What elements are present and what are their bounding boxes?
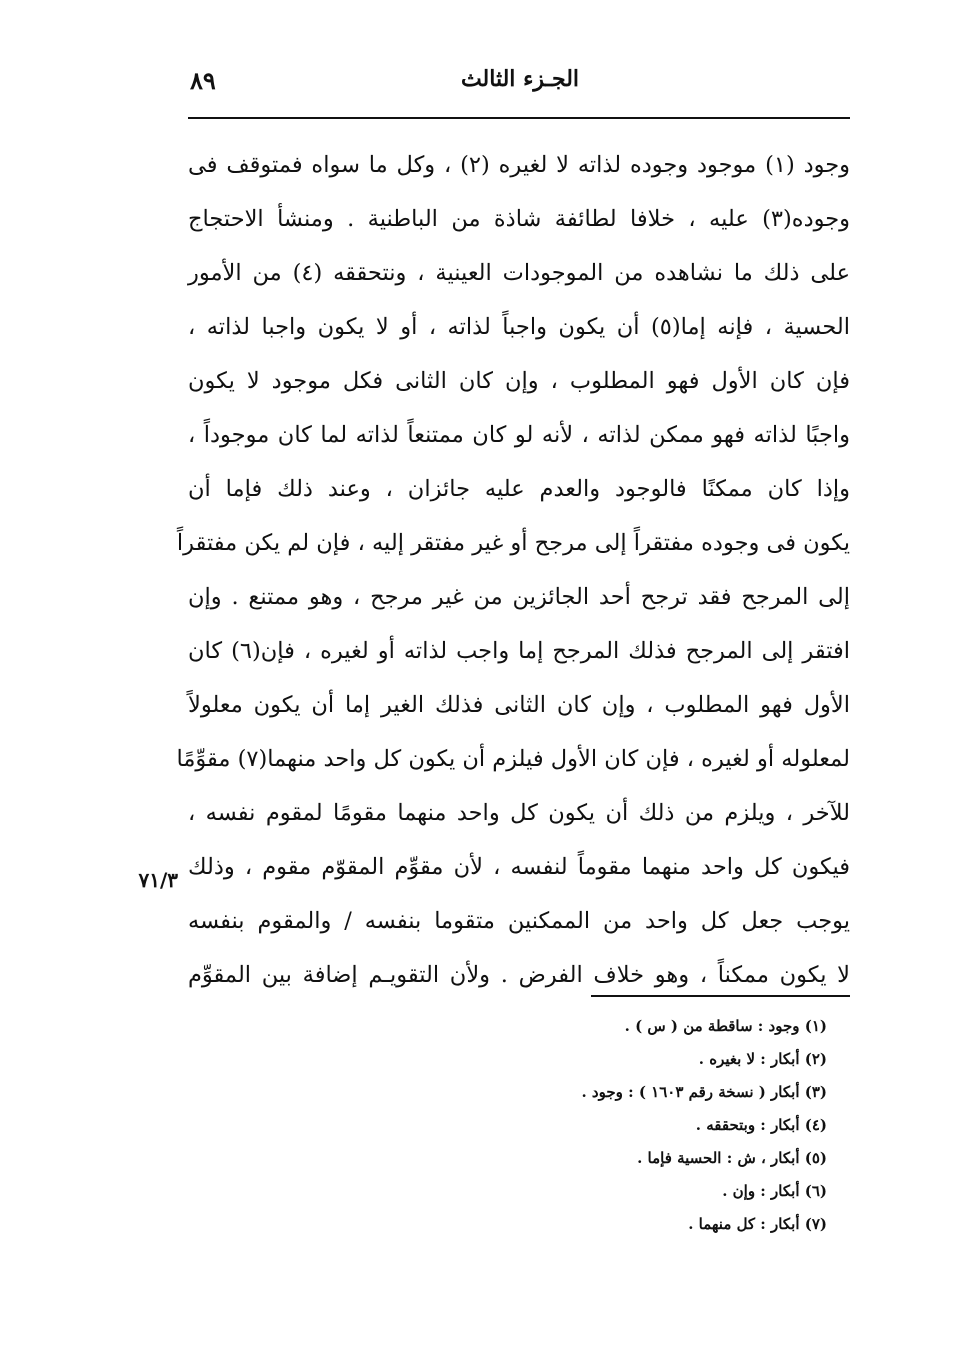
footnote: (٦) أبكار : وإن . <box>722 1182 827 1200</box>
text-line: يوجب جعل كل واحد من الممكنين متقوما بنفسه / والمقوم بنفسه <box>188 908 850 934</box>
text-line: على ذلك ما نشاهده من الموجودات العينية ، ونتحققه (٤) من الأمور <box>188 260 850 286</box>
text-line: فإن كان الأول فهو المطلوب ، وإن كان الثانى فكل موجود لا يكون <box>188 368 850 394</box>
text-line: فيكون كل واحد منهما مقوماً لنفسه ، لأن مقوِّم المقوّم مقوم ، وذلك <box>188 854 850 880</box>
text-line: الأول فهو المطلوب ، وإن كان الثانى فذلك الغير إما أن يكون معلولاً <box>188 692 850 718</box>
footnote: (٣) أبكار ( نسخة رقم ١٦٠٣ ) : وجود . <box>581 1083 827 1101</box>
footnote: (٢) أبكار : لا بغيره . <box>698 1050 827 1068</box>
text-line: وجود (١) موجود وجوده لذاته لا لغيره (٢) ، وكل ما سواه فمتوقف فى <box>188 152 850 178</box>
main-text <box>176 138 850 1002</box>
margin-manuscript-reference: ٧١/٣ <box>138 868 178 892</box>
header-rule <box>188 117 850 119</box>
text-line: واجبًا لذاته فهو ممكن لذاته ، لأنه لو كان ممتنعاً لذاته لما كان موجوداً ، <box>188 422 850 448</box>
footnote: (٤) أبكار : وبتحققه . <box>695 1116 827 1134</box>
text-line: وإذا كان ممكنًا فالوجود والعدم عليه جائزان ، وعند ذلك فإما أن <box>188 476 850 502</box>
text-line: للآخر ، ويلزم من ذلك أن يكون كل واحد منهما مقومًا لمقوم نفسه ، <box>188 800 850 826</box>
text-line: الحسية ، فإنه إما(٥) أن يكون واجباً لذاته ، أو لا يكون واجبا لذاته ، <box>188 314 850 340</box>
text-line: افتقر إلى المرجح فذلك المرجح إما واجب لذاته أو لغيره ، فإن(٦) كان <box>188 638 850 664</box>
text-line: إلى المرجح فقد ترجح أحد الجائزين من غير مرجح ، وهو ممتنع . وإن <box>188 584 850 610</box>
footnote-separator <box>591 995 850 997</box>
page-number: ٨٩ <box>190 66 216 95</box>
footnotes <box>407 1010 827 1241</box>
running-header-title: الجـزء الثالث <box>460 66 580 92</box>
text-line: لمعلوله أو لغيره ، فإن كان الأول فيلزم أن يكون كل واحد منهما(٧) مقوِّمًا <box>176 746 850 772</box>
footnote: (٧) أبكار : كل منهما . <box>688 1215 827 1233</box>
footnote: (٥) أبكار ، ش : الحسية فإما . <box>637 1149 827 1167</box>
footnote: (١) وجود : ساقطة من ( س ) . <box>624 1017 827 1035</box>
text-line: يكون فى وجوده مفتقراً إلى مرجح أو غير مفتقر إليه ، فإن لم يكن مفتقراً <box>176 530 850 556</box>
text-line: وجوده(٣) عليه ، خلافا لطائفة شاذة من الباطنية . ومنشأ الاحتجاج <box>188 206 850 232</box>
text-line: لا يكون ممكناً ، وهو خلاف الفرض . ولأن التقويـم إضافة بين المقوِّم <box>188 962 850 988</box>
